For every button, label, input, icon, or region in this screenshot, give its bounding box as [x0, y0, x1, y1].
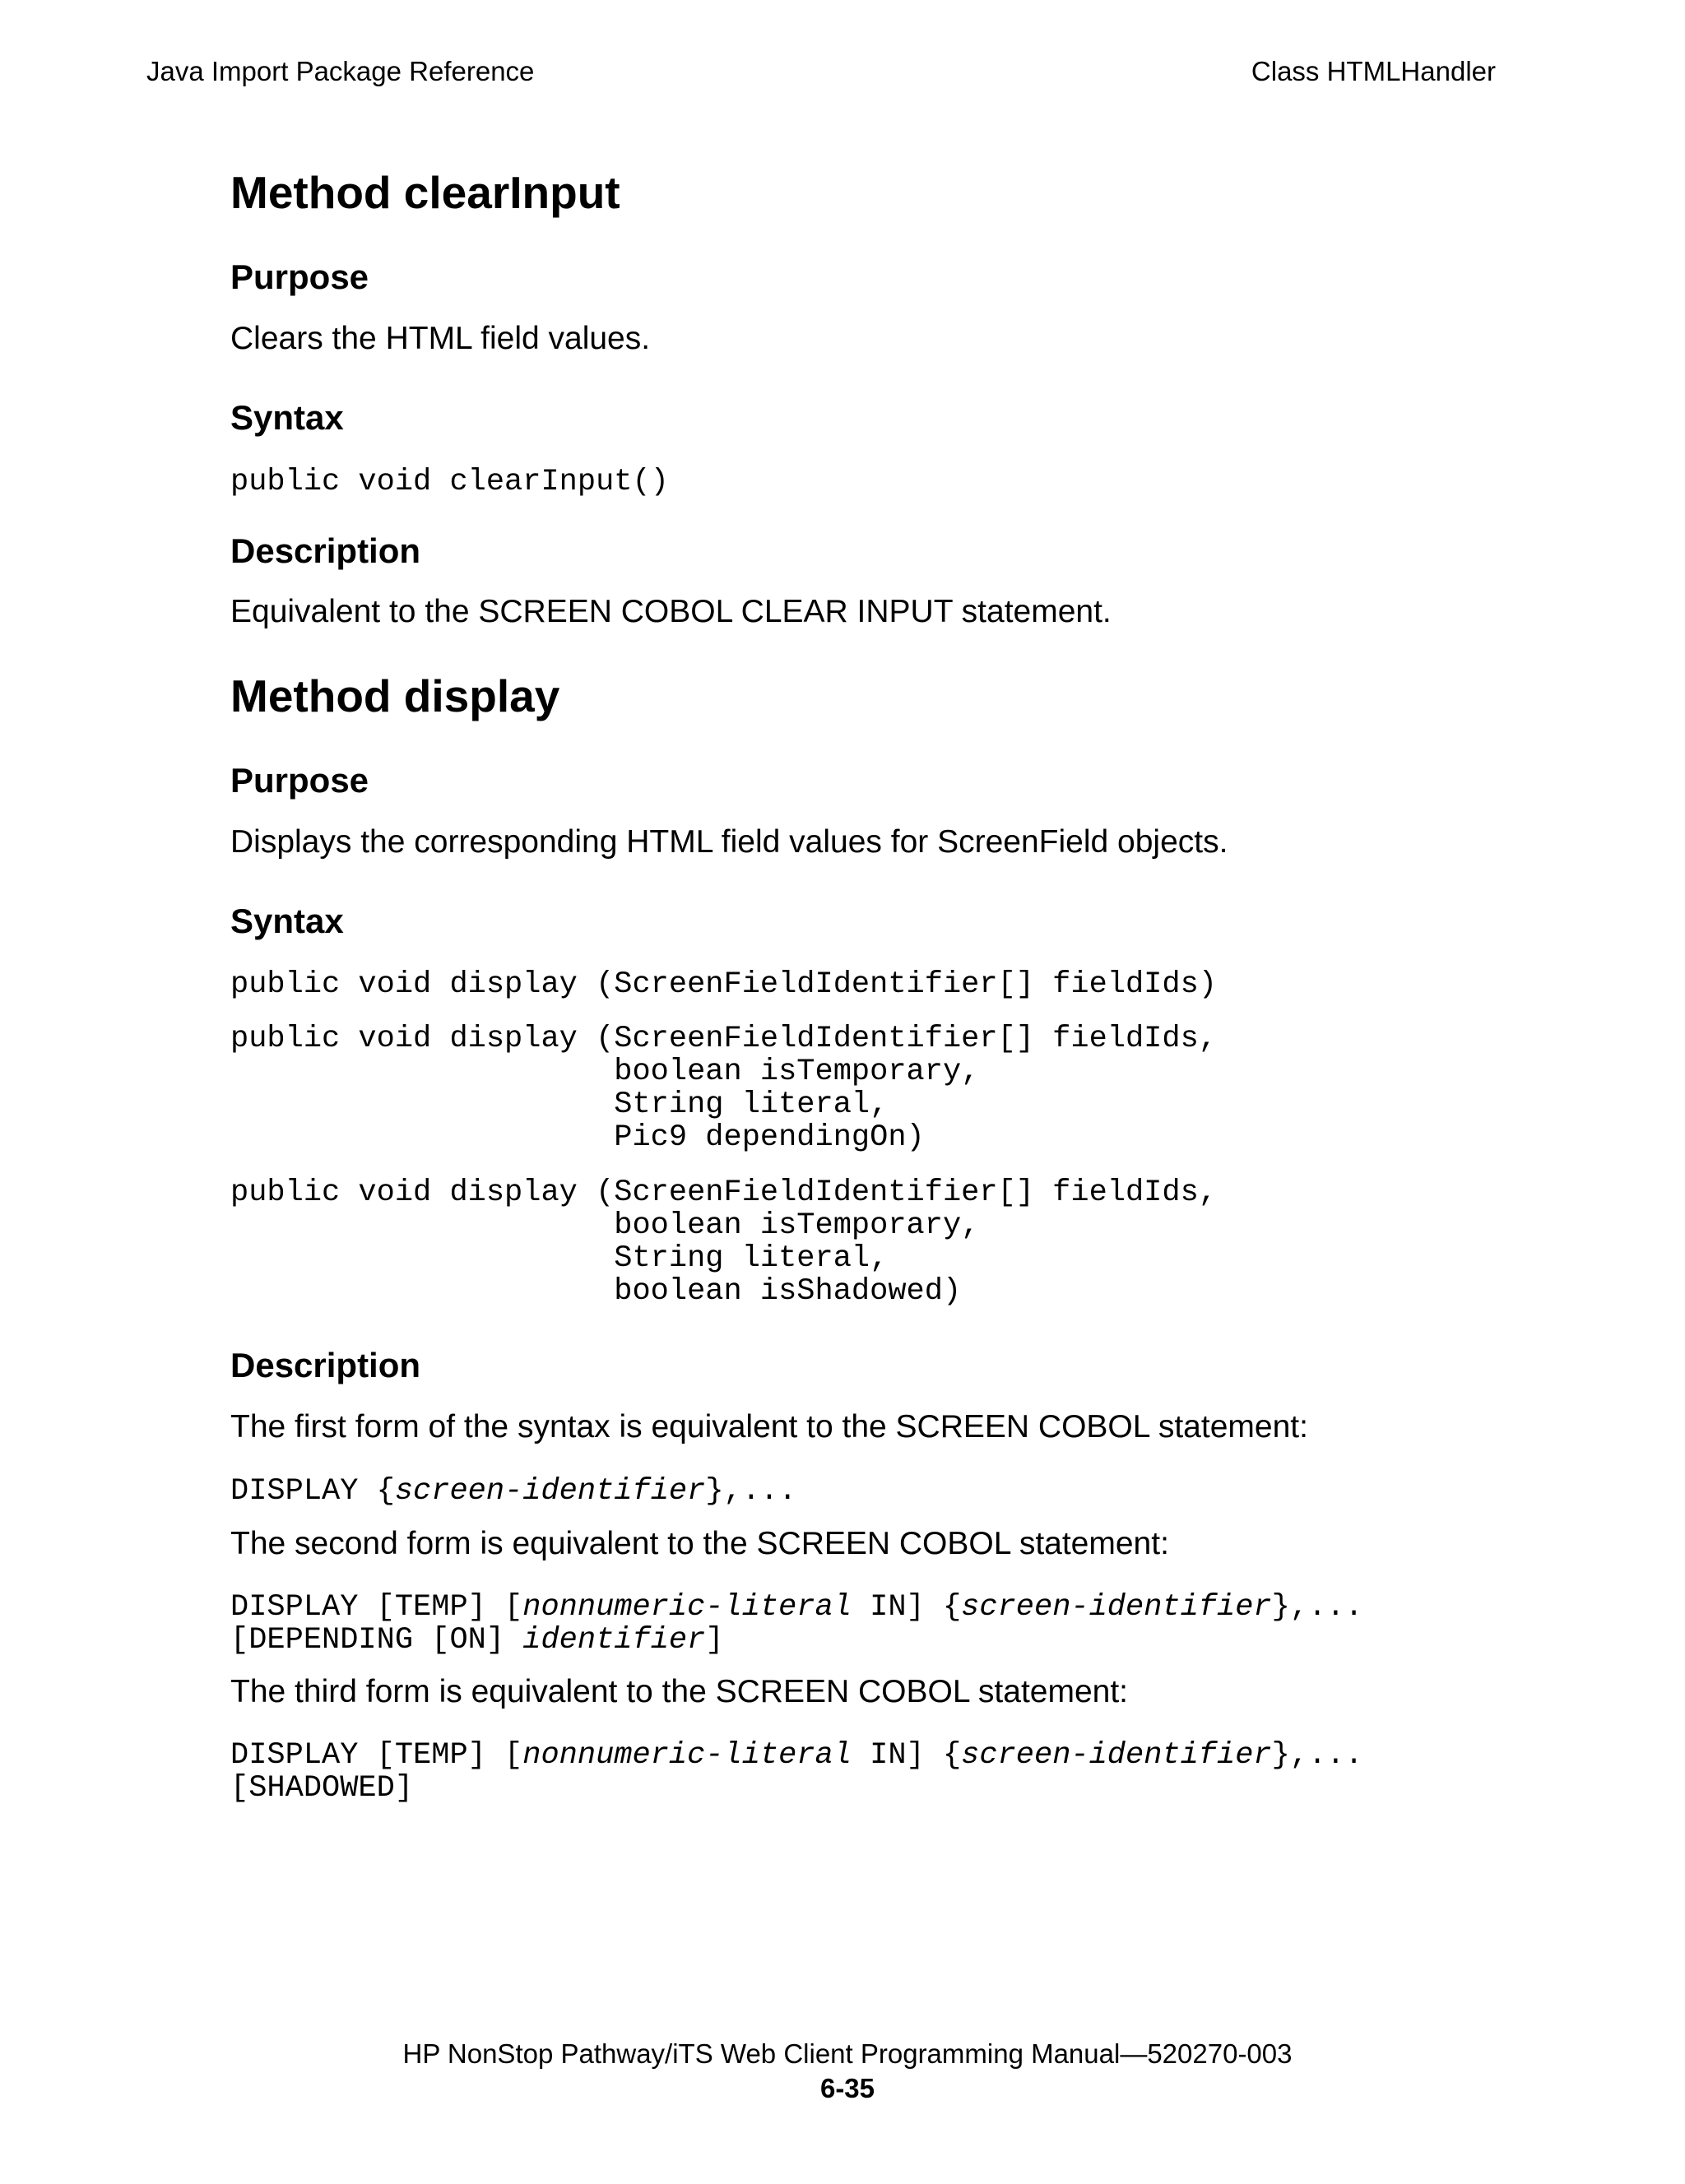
running-header-right: Class HTMLHandler [1251, 56, 1496, 86]
form1-text: The first form of the syntax is equivalent to the SCREEN COBOL statement: [230, 1409, 1308, 1444]
form1-code: DISPLAY {screen-identifier},... [230, 1474, 797, 1509]
form2-code: DISPLAY [TEMP] [nonnumeric-literal IN] {screen-identifier},... [DEPENDING [ON] identifier] [230, 1590, 1363, 1658]
clearinput-description-heading: Description [230, 531, 421, 570]
form2-text: The second form is equivalent to the SCREEN COBOL statement: [230, 1526, 1169, 1561]
form3-text: The third form is equivalent to the SCREEN COBOL statement: [230, 1674, 1129, 1709]
display-purpose-heading: Purpose [230, 761, 369, 800]
display-syntax-2: public void display (ScreenFieldIdentifier[] fieldIds, boolean isTemporary, String literal, Pic9 dependingOn) [230, 1022, 1217, 1155]
method-display-title: Method display [230, 670, 560, 721]
display-purpose-text: Displays the corresponding HTML field values for ScreenField objects. [230, 824, 1228, 860]
clearinput-purpose-text: Clears the HTML field values. [230, 321, 651, 356]
clearinput-purpose-heading: Purpose [230, 257, 369, 296]
method-clearinput-title: Method clearInput [230, 167, 620, 218]
running-header-left: Java Import Package Reference [146, 56, 535, 86]
display-description-heading: Description [230, 1346, 421, 1384]
clearinput-syntax-code: public void clearInput() [230, 465, 669, 499]
footer-page-number: 6-35 [819, 2073, 875, 2103]
form3-code: DISPLAY [TEMP] [nonnumeric-literal IN] {screen-identifier},... [SHADOWED] [230, 1738, 1363, 1806]
display-syntax-3: public void display (ScreenFieldIdentifier[] fieldIds, boolean isTemporary, String literal, boolean isShadowed) [230, 1175, 1217, 1309]
display-syntax-1: public void display (ScreenFieldIdentifier[] fieldIds) [230, 967, 1217, 1002]
clearinput-syntax-heading: Syntax [230, 398, 344, 437]
footer-manual-title: HP NonStop Pathway/iTS Web Client Programming Manual—520270-003 [402, 2038, 1293, 2069]
display-syntax-heading: Syntax [230, 902, 344, 940]
clearinput-description-text: Equivalent to the SCREEN COBOL CLEAR INPUT statement. [230, 594, 1112, 629]
